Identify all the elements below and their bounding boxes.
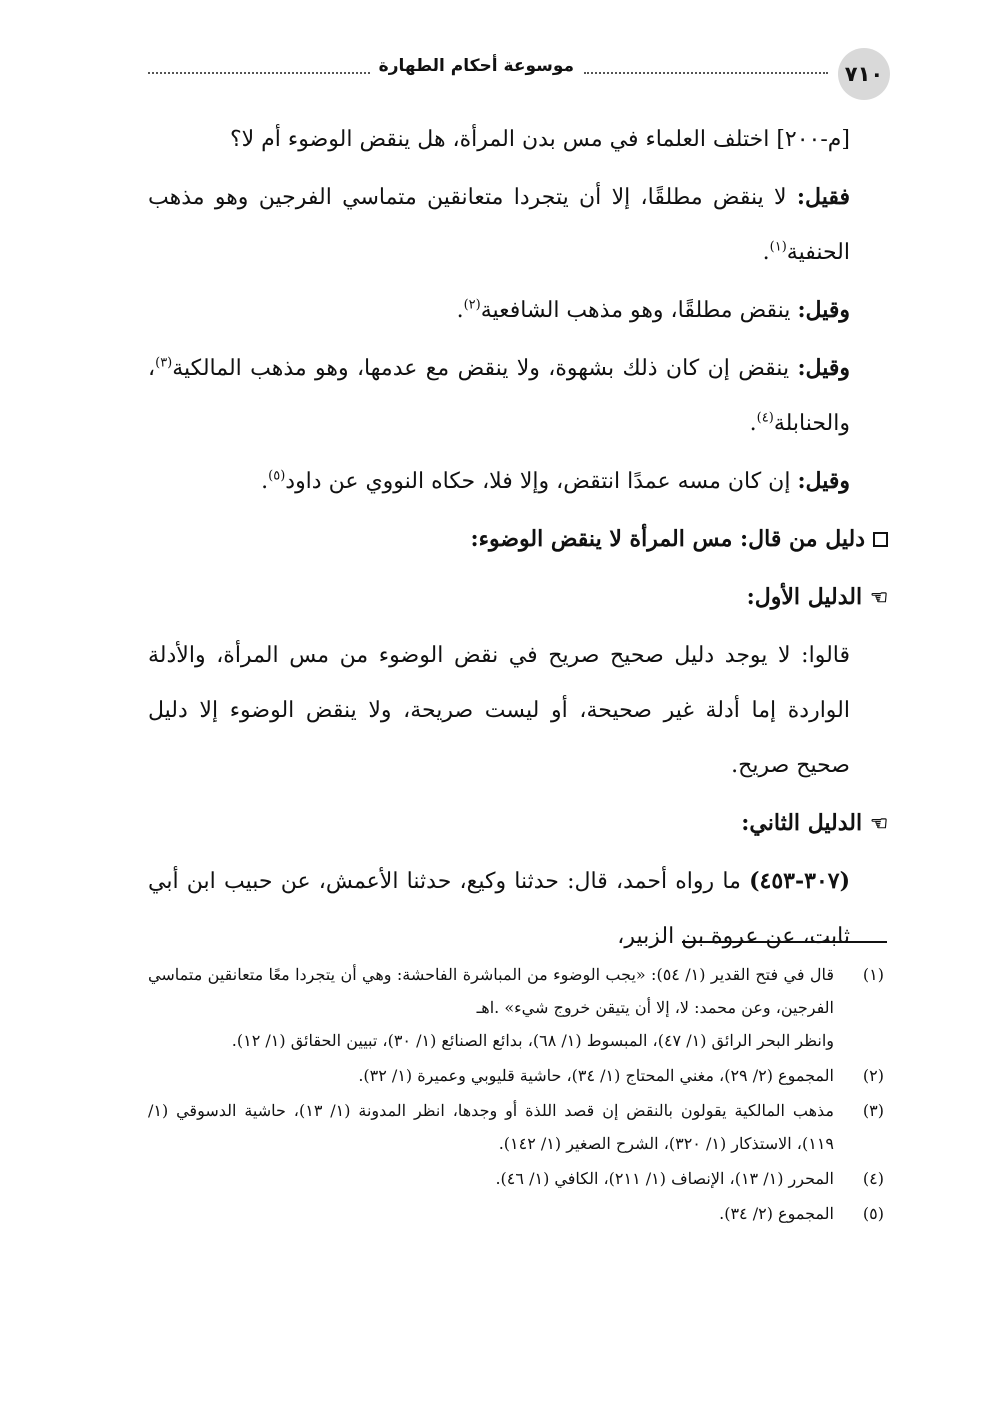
opinion-text: لا ينقض مطلقًا، إلا أن يتجردا متعانقين متماسي الفرجين وهو مذهب الحنفية (148, 185, 850, 265)
footnote-number: (١) (862, 965, 884, 984)
footnote-number: (٥) (862, 1204, 884, 1223)
opinion-3 (148, 341, 888, 451)
footnote-divider (682, 941, 887, 943)
opinion-text: ينقض إن كان ذلك بشهوة، ولا ينقض مع عدمها، وهو مذهب المالكية (172, 356, 798, 381)
footnote-text: المجموع (٢/ ٢٩)، مغني المحتاج (١/ ٣٤)، حاشية قليوبي وعميرة (١/ ٣٢). (358, 1066, 834, 1085)
footnote-ref-1[interactable]: (١) (769, 239, 787, 255)
opinion-lead: وقيل: (797, 355, 850, 381)
footnote-text (148, 958, 834, 1057)
footnote-ref-4[interactable]: (٤) (756, 410, 774, 426)
footnote-5 (148, 1197, 888, 1230)
end-dot: . (749, 411, 757, 436)
section-heading-text: دليل من قال: مس المرأة لا ينقض الوضوء: (470, 526, 865, 552)
opinion-4 (148, 454, 888, 509)
opinion-lead: فقيل: (796, 184, 850, 210)
hadith-text: ما رواه أحمد، قال: حدثنا وكيع، حدثنا الأعمش، عن حبيب ابن أبي ثابت، عن عروة بن الزبير، (148, 869, 850, 949)
book-title: موسوعة أحكام الطهارة (375, 56, 578, 76)
square-bullet-icon (873, 532, 888, 547)
end-dot: . (261, 469, 269, 494)
footnote-text: مذهب المالكية يقولون بالنقض إن قصد اللذة أو وجدها، انظر المدونة (١/ ١٣)، حاشية الدسوقي (١/ ١١٩)، الاستذكار (١/ ٣٢٠)، الشرح الصغير (١/ ١٤٢). (148, 1101, 834, 1153)
section-heading (148, 512, 888, 567)
footnote-4 (148, 1162, 888, 1195)
opinion-2 (148, 283, 888, 338)
evidence-heading-text: الدليل الثاني: (741, 810, 863, 836)
evidence-heading-1 (148, 570, 888, 625)
opinion-text-cont: ، والحنابلة (148, 356, 850, 436)
opinion-1 (148, 170, 888, 280)
footnote-text-line: قال في فتح القدير (١/ ٥٤): «يجب الوضوء من المباشرة الفاحشة: وهي أن يتجردا معًا متعانقين متماسي الفرجين، وعن محمد: لا، إلا أن يتيقن خروج شيء» .اهـ (148, 965, 835, 1017)
pointing-hand-icon: ☜ (870, 585, 888, 609)
opinion-text: إن كان مسه عمدًا انتقض، وإلا فلا، حكاه النووي عن داود (285, 469, 798, 494)
footnotes (148, 958, 888, 1232)
footnote-number: (٢) (862, 1066, 884, 1085)
footnote-text-line: وانظر البحر الرائق (١/ ٤٧)، المبسوط (١/ ٦٨)، بدائع الصنائع (١/ ٣٠)، تبيين الحقائق (١/ ١٢). (231, 1031, 834, 1050)
header-dots-right (584, 72, 828, 74)
opinion-lead: وقيل: (797, 297, 850, 323)
footnote-3 (148, 1094, 888, 1160)
footnote-2 (148, 1059, 888, 1092)
opinion-lead: وقيل: (797, 468, 850, 494)
footnote-ref-2[interactable]: (٢) (463, 297, 481, 313)
main-text (148, 112, 888, 967)
footnote-text: المحرر (١/ ١٣)، الإنصاف (١/ ٢١١)، الكافي (١/ ٤٦). (495, 1169, 834, 1188)
footnote-text: المجموع (٢/ ٣٤). (719, 1204, 834, 1223)
evidence-heading-text: الدليل الأول: (746, 584, 863, 610)
opinion-text: ينقض مطلقًا، وهو مذهب الشافعية (480, 298, 798, 323)
pointing-hand-icon: ☜ (870, 811, 888, 835)
issue-statement: [م-٢٠٠] اختلف العلماء في مس بدن المرأة، هل ينقض الوضوء أم لا؟ (229, 127, 850, 152)
footnote-1 (148, 958, 888, 1057)
evidence-1-text: قالوا: لا يوجد دليل صحيح صريح في نقض الوضوء من مس المرأة، والأدلة الواردة إما أدلة غير صحيحة، أو ليست صريحة، ولا ينقض الوضوء إلا دليل صحيح صريح. (148, 643, 850, 778)
header-dots-left (148, 72, 370, 74)
footnote-ref-5[interactable]: (٥) (268, 468, 286, 484)
page-number: ٧١٠ (838, 48, 890, 100)
page-header (140, 46, 890, 102)
hadith-number: (٣٠٧-٤٥٣) (749, 868, 850, 894)
end-dot: . (762, 240, 770, 265)
end-dot: . (456, 298, 464, 323)
evidence-heading-2 (148, 796, 888, 851)
footnote-number: (٣) (862, 1101, 884, 1120)
footnote-ref-3[interactable]: (٣) (155, 355, 173, 371)
footnote-number: (٤) (862, 1169, 884, 1188)
evidence-2-text (148, 854, 888, 964)
